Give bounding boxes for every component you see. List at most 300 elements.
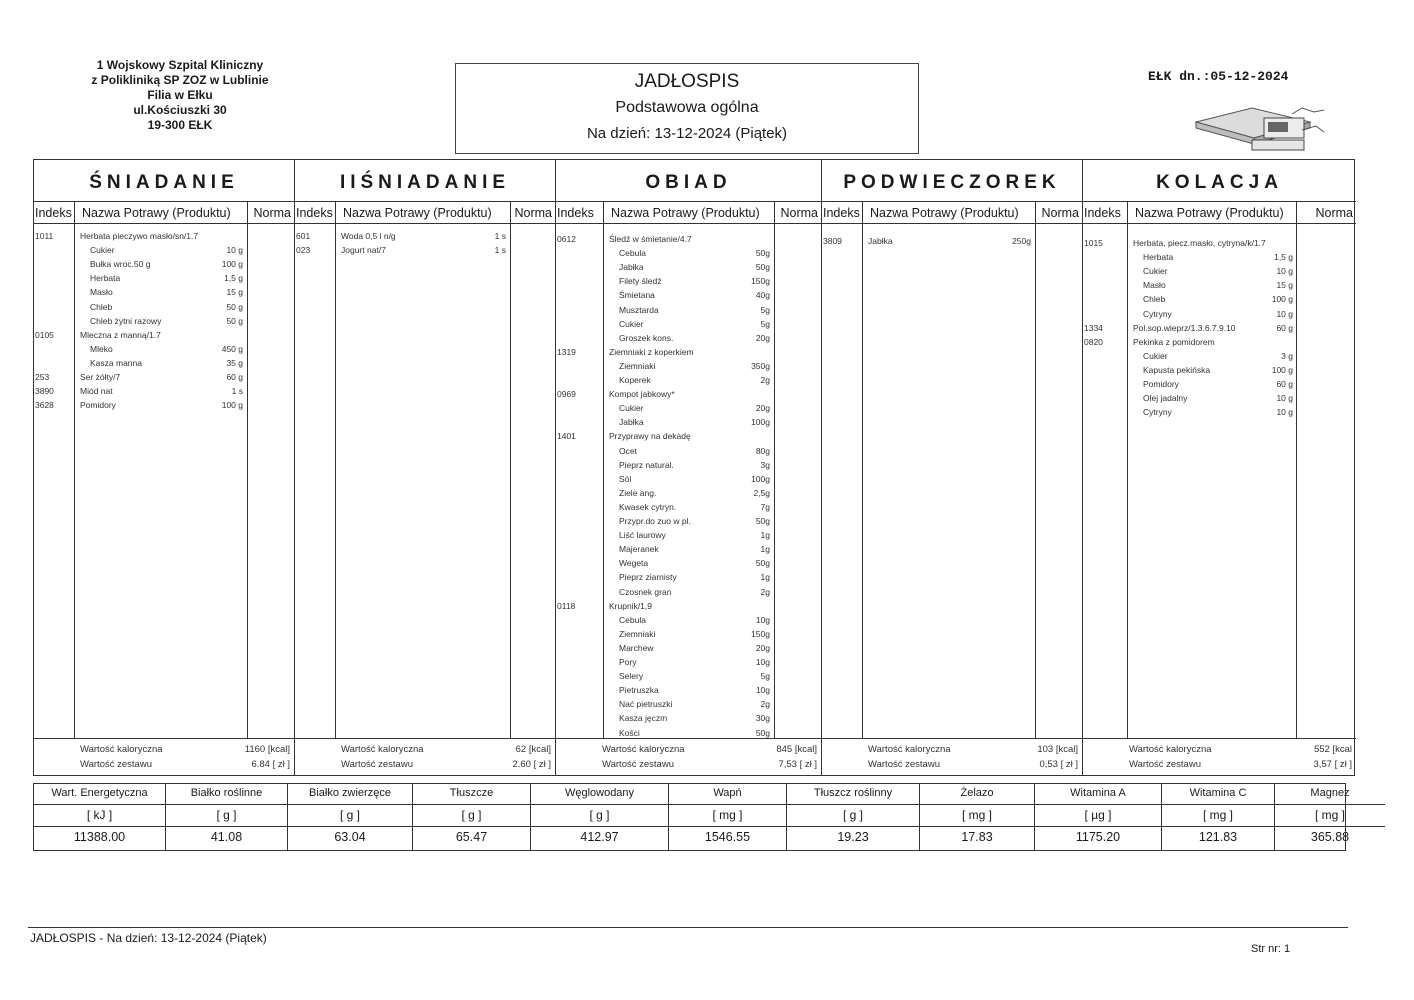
dish-row: [1083, 238, 1356, 252]
dish-row: [1083, 323, 1356, 337]
ingredient-name: Przypr.do zuo w pl.: [619, 516, 691, 526]
row-divider: [531, 804, 668, 805]
norm-header: Norma: [514, 206, 552, 220]
portion-norm: 1g: [760, 544, 770, 555]
ingredient-row: [556, 262, 821, 276]
portion-norm: 80g: [755, 445, 770, 456]
portion-norm: 40g: [755, 290, 770, 301]
ingredient-row: [1083, 294, 1356, 308]
hospital-line: 1 Wojskowy Szpital Kliniczny: [96, 58, 264, 72]
dish-row: [34, 400, 294, 414]
kcal-label: Wartość kaloryczna: [602, 744, 685, 755]
ingredient-row: [556, 558, 821, 572]
row-divider: [413, 826, 530, 827]
ingredient-row: [556, 615, 821, 629]
dish-row: [1083, 337, 1356, 351]
portion-norm: 50g: [755, 516, 770, 526]
dish-index: 023: [296, 245, 311, 256]
ingredient-name: Pieprz natural.: [619, 459, 674, 470]
dish-index: 0118: [557, 600, 576, 611]
ingredient-name: Groszek kons.: [619, 332, 674, 343]
dish-index: 3809: [823, 236, 842, 246]
portion-norm: 100 g: [221, 259, 243, 270]
portion-norm: 3g: [760, 459, 770, 470]
ingredient-row: [556, 699, 821, 713]
ingredient-row: [34, 358, 294, 372]
portion-norm: 5g: [760, 671, 770, 682]
page-number: Str nr: 1: [1251, 943, 1291, 955]
row-divider: [1275, 826, 1385, 827]
ingredient-name: Masło: [90, 287, 113, 298]
ingredient-row: [1083, 252, 1356, 266]
dish-name: Mleczna z manną/1.7: [80, 329, 161, 340]
portion-norm: 5g: [760, 318, 770, 329]
nutrient-unit: [ mg ]: [712, 808, 743, 822]
ingredient-row: [1083, 365, 1356, 379]
ingredient-row: [556, 685, 821, 699]
meal-summary: [1083, 738, 1356, 778]
meal-title: PODWIECZOREK: [843, 172, 1061, 193]
meal-summary: [556, 738, 821, 778]
ingredient-row: [556, 572, 821, 586]
dish-name: Herbata pieczywo masło/sn/1.7: [80, 231, 199, 241]
ingredient-row: [556, 544, 821, 558]
ingredient-name: Pomidory: [1143, 379, 1179, 389]
ingredient-name: Herbata: [90, 273, 121, 284]
dish-row: [556, 601, 821, 615]
portion-norm: 50g: [755, 558, 770, 569]
ingredient-name: Mleko: [90, 343, 113, 354]
dish-name: Pekinka z pomidorem: [1133, 336, 1215, 347]
title-box: [455, 63, 919, 154]
dish-row: [556, 431, 821, 445]
ingredient-name: Sól: [619, 473, 632, 484]
portion-norm: 1,5 g: [1274, 252, 1293, 263]
cost-label: Wartość zestawu: [80, 759, 152, 770]
ingredient-row: [556, 516, 821, 530]
ingredient-row: [556, 671, 821, 685]
row-divider: [413, 804, 530, 805]
portion-norm: 1 s: [231, 386, 243, 397]
ingredient-row: [556, 290, 821, 304]
meal-column: [34, 160, 295, 775]
dish-name: Kompot jabkowy*: [609, 389, 675, 400]
ingredient-name: Ziemniaki: [619, 360, 656, 371]
ingredient-name: Kapusta pekińska: [1143, 364, 1211, 375]
ingredient-row: [1083, 407, 1356, 421]
kcal-value: 103 [kcal]: [1037, 744, 1078, 755]
meal-plan-grid: [33, 159, 1355, 776]
nutrient-unit: [ g ]: [842, 808, 863, 822]
ingredient-name: Liść laurowy: [619, 530, 666, 541]
nutrient-unit: [ mg ]: [961, 808, 992, 822]
name-header: Nazwa Potrawy (Produktu): [1135, 206, 1284, 220]
row-divider: [920, 826, 1034, 827]
row-divider: [1035, 804, 1161, 805]
ingredient-row: [556, 587, 821, 601]
index-header: Indeks: [823, 206, 860, 220]
meal-title: IIŚNIADANIE: [339, 172, 511, 193]
ingredient-name: Musztarda: [619, 304, 659, 315]
cost-value: 3,57 [ zł ]: [1313, 759, 1352, 770]
hospital-line: z Polikliniką SP ZOZ w Lublinie: [91, 73, 269, 87]
portion-norm: 450 g: [221, 343, 243, 354]
ingredient-name: Wegeta: [619, 558, 649, 569]
dish-row: [34, 386, 294, 400]
ingredient-row: [1083, 351, 1356, 365]
cost-value: 6.84 [ zł ]: [251, 759, 290, 770]
nutrient-column: [787, 784, 920, 850]
meal-title: KOLACJA: [1156, 172, 1283, 193]
row-divider: [34, 826, 165, 827]
nutrient-column: [920, 784, 1035, 850]
ingredient-name: Jabłka: [619, 417, 644, 428]
ingredient-name: Cukier: [619, 318, 644, 329]
meal-title: ŚNIADANIE: [89, 172, 239, 193]
nutrition-summary-table: [33, 783, 1350, 851]
dish-name: Woda 0,5 l n/g: [341, 231, 396, 241]
nutrient-column: [413, 784, 531, 850]
dish-name: Ziemniaki z koperkiem: [609, 346, 694, 357]
ingredient-row: [556, 460, 821, 474]
portion-norm: 20g: [755, 332, 770, 343]
column-divider: [335, 201, 336, 738]
row-divider: [920, 804, 1034, 805]
index-header: Indeks: [296, 206, 333, 220]
kcal-label: Wartość kaloryczna: [868, 744, 951, 755]
portion-norm: 2g: [760, 699, 770, 710]
row-divider: [531, 826, 668, 827]
row-divider: [166, 804, 287, 805]
nutrient-value: 1175.20: [1075, 830, 1121, 844]
portion-norm: 3 g: [1281, 350, 1293, 361]
nutrient-name: Wapń: [713, 787, 742, 799]
nutrient-value: 63.04: [334, 830, 366, 844]
meal-column: [1083, 160, 1356, 775]
dish-name: Herbata, piecz.masło, cytryna/k/1.7: [1133, 238, 1266, 248]
footer-divider: [28, 927, 1348, 928]
ingredient-name: Chleb żytni razowy: [90, 315, 162, 326]
cost-value: 2.60 [ zł ]: [512, 759, 551, 770]
footer-text: JADŁOSPIS - Na dzień: 13-12-2024 (Piątek): [30, 931, 267, 945]
row-divider: [34, 804, 165, 805]
row-divider: [1162, 826, 1274, 827]
nutrient-column: [1162, 784, 1275, 850]
dish-index: 3890: [35, 386, 54, 397]
portion-norm: 100 g: [1271, 294, 1293, 305]
ingredient-name: Olej jadalny: [1143, 393, 1188, 404]
ingredient-row: [1083, 280, 1356, 294]
ingredient-name: Cukier: [1143, 350, 1168, 361]
dish-name: Jogurt nat/7: [341, 245, 386, 256]
nutrient-unit: [ µg ]: [1084, 808, 1112, 822]
name-header: Nazwa Potrawy (Produktu): [611, 206, 760, 220]
portion-norm: 15 g: [226, 287, 243, 298]
column-header-row: [822, 201, 1082, 224]
portion-norm: 30g: [755, 713, 770, 724]
dish-row: [295, 245, 555, 259]
nutrient-value: 1546.55: [704, 830, 751, 844]
nutrient-name: Witamina C: [1189, 787, 1247, 799]
norm-header: Norma: [1041, 206, 1079, 220]
portion-norm: 10 g: [226, 245, 243, 256]
portion-norm: 350g: [751, 360, 770, 371]
column-header-row: [34, 201, 294, 224]
row-divider: [166, 826, 287, 827]
portion-norm: 50 g: [226, 301, 243, 312]
name-header: Nazwa Potrawy (Produktu): [82, 206, 231, 220]
row-divider: [1275, 804, 1385, 805]
cost-label: Wartość zestawu: [341, 759, 413, 770]
dish-index: 1015: [1084, 238, 1103, 248]
dish-index: 0820: [1084, 336, 1103, 347]
dish-name: Ser żółty/7: [80, 372, 121, 382]
nutrient-value: 41.08: [210, 830, 243, 844]
ingredient-name: Pieprz ziarnisty: [619, 572, 677, 583]
portion-norm: 100g: [751, 417, 770, 428]
ingredient-row: [556, 361, 821, 375]
cost-label: Wartość zestawu: [1129, 759, 1201, 770]
nutrient-unit: [ mg ]: [1202, 808, 1233, 822]
nutrient-name: Węglowodany: [564, 787, 635, 799]
ingredient-row: [556, 248, 821, 262]
column-header-row: [295, 201, 555, 224]
column-header-row: [556, 201, 821, 224]
cost-label: Wartość zestawu: [602, 759, 674, 770]
cost-value: 7,53 [ zł ]: [778, 759, 817, 770]
nutrient-column: [288, 784, 413, 850]
ingredient-name: Filety śledź: [619, 276, 662, 287]
portion-norm: 2g: [760, 375, 770, 385]
ingredient-row: [556, 375, 821, 389]
ingredient-name: Herbata: [1143, 252, 1174, 263]
ingredient-name: Cebula: [619, 248, 646, 259]
dish-row: [34, 330, 294, 344]
menu-date: Na dzień: 13-12-2024 (Piątek): [586, 125, 788, 142]
row-divider: [288, 804, 412, 805]
meal-summary: [34, 738, 294, 778]
kcal-label: Wartość kaloryczna: [1129, 744, 1212, 755]
norm-header: Norma: [253, 206, 291, 220]
portion-norm: 50g: [755, 248, 770, 259]
portion-norm: 2,5g: [753, 487, 770, 498]
hospital-address: [60, 58, 300, 133]
dish-name: Pomidory: [80, 400, 116, 411]
dish-name: Śledź w śmietanie/4.7: [609, 234, 692, 244]
dish-row: [556, 347, 821, 361]
portion-norm: 1,5 g: [224, 273, 243, 284]
meal-summary: [295, 738, 555, 778]
kcal-label: Wartość kaloryczna: [80, 744, 163, 755]
ingredient-row: [1083, 309, 1356, 323]
portion-norm: 1 s: [494, 231, 506, 241]
ingredient-row: [556, 488, 821, 502]
printer-icon: [1192, 100, 1332, 156]
portion-norm: 60 g: [1276, 322, 1293, 333]
dish-index: 1401: [557, 431, 576, 442]
nutrient-value: 365.88: [1310, 830, 1350, 844]
portion-norm: 10 g: [1276, 407, 1293, 418]
name-header: Nazwa Potrawy (Produktu): [343, 206, 492, 220]
ingredient-row: [556, 446, 821, 460]
diet-type: Podstawowa ogólna: [615, 99, 759, 116]
column-divider: [1035, 201, 1036, 738]
ingredient-name: Kasza manna: [90, 357, 142, 368]
dish-index: 0969: [557, 389, 576, 400]
meal-column: [556, 160, 822, 775]
ingredient-row: [556, 474, 821, 488]
dish-row: [295, 231, 555, 245]
ingredient-name: Cukier: [90, 245, 115, 256]
dish-index: 1334: [1084, 322, 1103, 333]
norm-header: Norma: [780, 206, 818, 220]
ingredient-name: Majeranek: [619, 544, 659, 555]
portion-norm: 10g: [755, 614, 770, 625]
ingredient-name: Marchew: [619, 642, 654, 653]
dish-row: [556, 389, 821, 403]
ingredient-name: Kwasek cytryn.: [619, 501, 677, 512]
meal-column: [295, 160, 556, 775]
portion-norm: 60 g: [226, 372, 243, 382]
ingredient-row: [34, 344, 294, 358]
portion-norm: 250g: [1012, 236, 1031, 246]
portion-norm: 60 g: [1276, 379, 1293, 389]
issue-date-stamp: EŁK dn.:05-12-2024: [1148, 69, 1289, 84]
nutrient-name: Tłuszcze: [449, 787, 494, 799]
index-header: Indeks: [1084, 206, 1121, 220]
ingredient-name: Śmietana: [619, 290, 655, 301]
nutrient-column: [1035, 784, 1162, 850]
ingredient-row: [34, 273, 294, 287]
dish-index: 253: [35, 372, 50, 382]
portion-norm: 5g: [760, 304, 770, 315]
dish-name: Jabłka: [868, 236, 893, 246]
column-divider: [862, 201, 863, 738]
ingredient-name: Czosnek gran: [619, 586, 672, 597]
dish-name: Przyprawy na dekadę: [609, 431, 691, 442]
portion-norm: 100 g: [221, 400, 243, 411]
ingredient-name: Koperek: [619, 375, 651, 385]
ingredient-row: [556, 417, 821, 431]
ingredient-name: Selery: [619, 671, 644, 682]
row-divider: [787, 804, 919, 805]
dish-index: 3628: [35, 400, 54, 411]
ingredient-name: Chleb: [90, 301, 113, 312]
portion-norm: 35 g: [226, 357, 243, 368]
dish-index: 1011: [35, 231, 54, 241]
ingredient-row: [34, 287, 294, 301]
portion-norm: 50g: [755, 727, 770, 738]
portion-norm: 15 g: [1276, 280, 1293, 291]
nutrient-unit: [ kJ ]: [86, 808, 113, 822]
row-divider: [1162, 804, 1274, 805]
ingredient-row: [556, 713, 821, 727]
portion-norm: 10 g: [1276, 308, 1293, 319]
dish-name: Pol.sop.wieprz/1.3.6.7.9.10: [1133, 322, 1236, 333]
nutrient-value: 19.23: [837, 830, 869, 844]
ingredient-row: [556, 643, 821, 657]
ingredient-row: [556, 276, 821, 290]
kcal-value: 845 [kcal]: [776, 744, 817, 755]
portion-norm: 1g: [760, 530, 770, 541]
ingredient-row: [556, 530, 821, 544]
nutrient-value: 65.47: [455, 830, 488, 844]
ingredient-row: [556, 502, 821, 516]
hospital-line: 19-300 EŁK: [147, 118, 213, 132]
dish-index: 0105: [35, 329, 54, 340]
dish-row: [822, 236, 1082, 250]
nutrient-column: [166, 784, 288, 850]
portion-norm: 20g: [755, 403, 770, 414]
nutrient-name: Magnez: [1310, 787, 1350, 799]
nutrient-name: Białko roślinne: [190, 787, 263, 799]
dish-row: [34, 372, 294, 386]
nutrient-column: [669, 784, 787, 850]
portion-norm: 1g: [760, 572, 770, 583]
nutrient-name: Żelazo: [960, 787, 994, 799]
kcal-value: 1160 [kcal]: [244, 744, 290, 755]
ingredient-name: Cukier: [1143, 266, 1168, 277]
dish-index: 0612: [557, 234, 576, 244]
portion-norm: 1 s: [494, 245, 506, 256]
row-divider: [669, 804, 786, 805]
ingredient-row: [556, 629, 821, 643]
dish-row: [556, 234, 821, 248]
ingredient-name: Jabłka: [619, 262, 644, 273]
kcal-label: Wartość kaloryczna: [341, 744, 424, 755]
column-header-row: [1083, 201, 1356, 224]
nutrient-unit: [ g ]: [589, 808, 610, 822]
portion-norm: 10 g: [1276, 393, 1293, 404]
row-divider: [787, 826, 919, 827]
ingredient-name: Kości: [619, 727, 640, 738]
hospital-line: ul.Kościuszki 30: [133, 103, 227, 117]
ingredient-row: [556, 305, 821, 319]
portion-norm: 50g: [755, 262, 770, 273]
nutrient-value: 121.83: [1198, 830, 1238, 844]
nutrient-value: 11388.00: [73, 830, 126, 844]
meal-column: [822, 160, 1083, 775]
nutrient-unit: [ g ]: [339, 808, 360, 822]
dish-name: Miód nat: [80, 386, 113, 397]
portion-norm: 20g: [755, 642, 770, 653]
ingredient-row: [34, 259, 294, 273]
dish-index: 1319: [557, 346, 576, 357]
portion-norm: 7g: [760, 501, 770, 512]
ingredient-name: Ziemniaki: [619, 628, 656, 639]
kcal-value: 62 [kcal]: [515, 744, 551, 755]
nutrient-column: [531, 784, 669, 850]
ingredient-name: Ocet: [619, 445, 637, 456]
portion-norm: 100 g: [1271, 364, 1293, 375]
nutrient-value: 412.97: [580, 830, 619, 844]
index-header: Indeks: [35, 206, 72, 220]
cost-value: 0,53 [ zł ]: [1039, 759, 1078, 770]
portion-norm: 100g: [751, 473, 770, 484]
name-header: Nazwa Potrawy (Produktu): [870, 206, 1019, 220]
ingredient-name: Cebula: [619, 614, 646, 625]
nutrient-name: Witamina A: [1070, 787, 1126, 799]
ingredient-row: [556, 657, 821, 671]
nutrient-name: Tłuszcz roślinny: [813, 787, 893, 799]
ingredient-name: Cytryny: [1143, 308, 1172, 319]
ingredient-name: Nać pietruszki: [619, 699, 673, 710]
ingredient-name: Pory: [619, 657, 637, 667]
portion-norm: 10g: [755, 657, 770, 667]
portion-norm: 150g: [751, 276, 770, 287]
portion-norm: 2g: [760, 586, 770, 597]
meal-title: OBIAD: [645, 172, 732, 193]
